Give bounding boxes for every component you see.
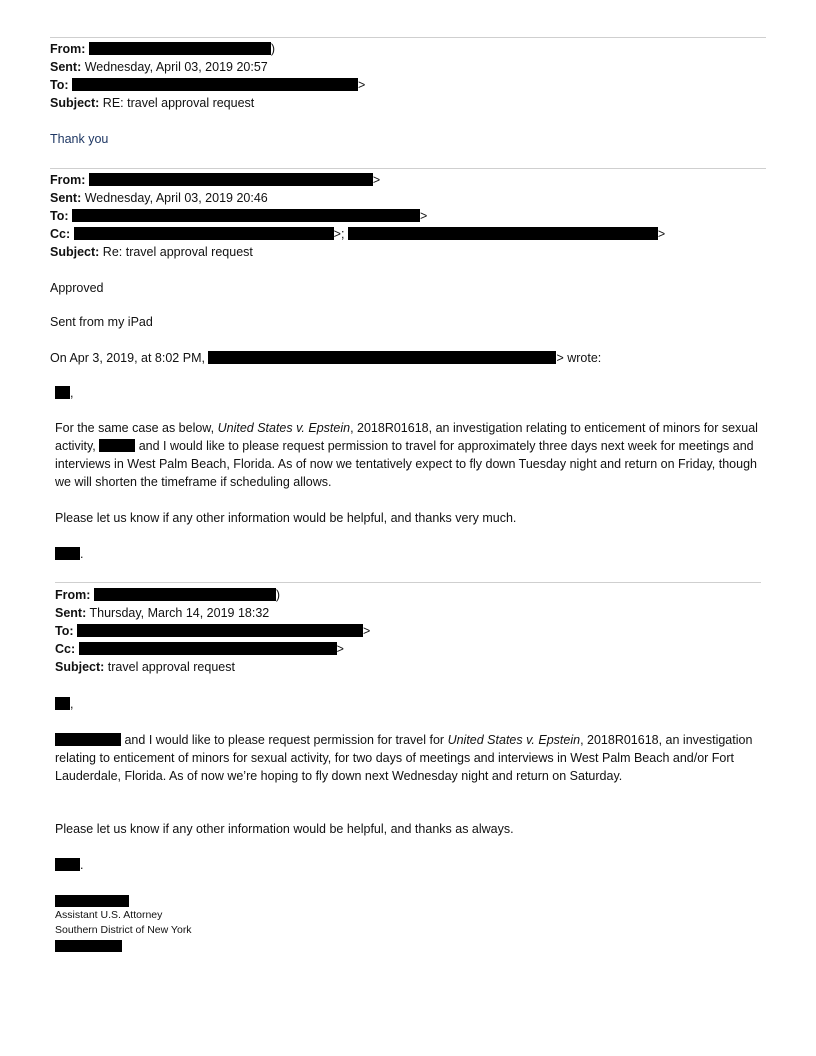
email3-sent [55,606,269,621]
redaction [72,78,358,91]
sent-value: Wednesday, April 03, 2019 20:57 [84,60,268,74]
subject-label: Subject: [55,660,105,674]
quoted-paragraph-1 [55,419,767,491]
case-name: United States v. Epstein [447,733,581,747]
redaction [72,209,420,222]
from-label: From: [50,42,86,56]
from-label: From: [55,588,91,602]
sent-label: Sent: [50,60,82,74]
email3-paragraph-1 [55,731,767,785]
redaction [94,588,276,601]
quote-attribution [50,351,601,366]
signature-contact-redaction [55,940,122,952]
email2-cc [50,227,665,242]
paragraph-text: , 2018R01618, an investigation relating to enticement of minors for sexual activity, [55,421,758,453]
to-label: To: [55,624,74,638]
sent-label: Sent: [55,606,87,620]
subject-label: Subject: [50,245,100,259]
subject-value: travel approval request [107,660,235,674]
subject-value: RE: travel approval request [102,96,255,110]
cc-suffix: > [657,227,666,241]
redaction [99,439,135,452]
header-divider [50,37,766,38]
email2-sent [50,191,268,206]
quoted-paragraph-2: Please let us know if any other information would be helpful, and thanks very much. [55,511,517,525]
from-suffix: ) [270,42,276,56]
greeting-suffix: , [70,386,74,400]
redaction [55,733,121,746]
cc-separator: >; [333,227,345,241]
email3-paragraph-2: Please let us know if any other information would be helpful, and thanks as always. [55,822,514,836]
to-suffix: > [420,209,428,223]
redaction [348,227,658,240]
signoff-suffix: . [80,858,84,872]
cc-label: Cc: [50,227,71,241]
quote-suffix: > wrote: [556,351,602,365]
to-suffix: > [363,624,371,638]
quote-prefix: On Apr 3, 2019, at 8:02 PM, [50,351,205,365]
cc-label: Cc: [55,642,76,656]
redaction [89,42,271,55]
redaction [55,386,70,399]
from-suffix: > [372,173,381,187]
to-suffix: > [358,78,366,92]
sent-value: Thursday, March 14, 2019 18:32 [89,606,270,620]
email2-body-approved: Approved [50,281,104,295]
quoted-signoff [55,547,83,562]
email3-signoff [55,858,83,873]
to-label: To: [50,209,69,223]
to-label: To: [50,78,69,92]
paragraph-text: and I would like to please request permission for travel for [124,733,445,747]
redaction [55,858,80,871]
case-name: United States v. Epstein [217,421,351,435]
redaction [77,624,363,637]
paragraph-text: and I would like to please request permission to travel for approximately three days next week for meetings and interviews in West Palm Beach, Florida. As of now we tentatively expect to fly down Tuesday night and return on Friday, though we will shorten the timeframe if scheduling allows. [55,439,757,489]
email3-subject [55,660,235,675]
email1-sent [50,60,268,75]
email2-to [50,209,427,224]
signoff-suffix: . [80,547,84,561]
cc-suffix: > [336,642,344,656]
redaction [79,642,337,655]
redaction [55,547,80,560]
greeting-suffix: , [70,697,74,711]
email2-body-signature: Sent from my iPad [50,315,153,329]
from-label: From: [50,173,86,187]
from-suffix: ) [275,588,281,602]
redaction [89,173,373,186]
signature-office: Southern District of New York [55,924,192,936]
subject-label: Subject: [50,96,100,110]
email1-to [50,78,365,93]
signature-title: Assistant U.S. Attorney [55,909,163,921]
header-divider [50,168,766,169]
redaction [74,227,334,240]
redaction [55,697,70,710]
email1-from [50,42,275,57]
paragraph-text: For the same case as below, [55,421,215,435]
sent-label: Sent: [50,191,82,205]
email1-subject [50,96,254,111]
subject-value: Re: travel approval request [102,245,253,259]
quoted-greeting [55,386,73,401]
signature-name-redaction [55,895,129,907]
email2-from [50,173,380,188]
email1-body: Thank you [50,132,109,146]
email2-subject [50,245,253,260]
header-divider [55,582,761,583]
email3-greeting [55,697,73,712]
paragraph-text: , 2018R01618, an investigation relating to enticement of minors for sexual activity, for two days of meetings and interviews in West Palm Beach and/or Fort Lauderdale, Florida. As of now we’re hoping to fly down next Wednesday night and return on Saturday. [55,733,753,783]
email3-to [55,624,370,639]
email3-cc [55,642,344,657]
redaction [208,351,556,364]
email3-from [55,588,280,603]
sent-value: Wednesday, April 03, 2019 20:46 [84,191,268,205]
